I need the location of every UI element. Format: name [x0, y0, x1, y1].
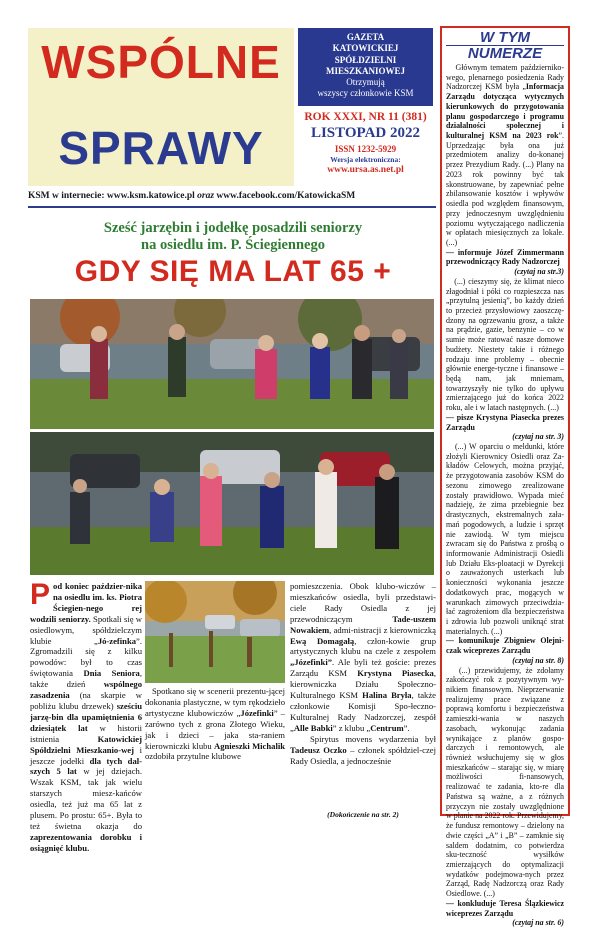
oraz-word: oraz — [197, 191, 215, 201]
sidebar-heading — [446, 30, 564, 61]
kicker-line: Sześć jarzębin i jodełkę posadzili seniorzy — [103, 220, 363, 236]
audience-line: Otrzymują — [346, 77, 385, 88]
masthead-logo — [28, 28, 294, 186]
kicker-line: na osiedlu im. P. Ściegiennego — [141, 237, 325, 253]
publisher-line: MIESZKANIOWEJ — [325, 65, 405, 76]
sidebar-heading-line: NUMERZE — [467, 45, 543, 62]
publisher-line: SPÓŁDZIELNI — [334, 54, 397, 65]
issue-info — [298, 110, 433, 186]
web-links — [28, 190, 438, 202]
masthead-title-1: WSPÓLNE — [41, 36, 281, 88]
article-col-2: Spotkano się w scenerii prezentu-jącej dokonania plastyczne, w tym rękodzieło artystyczne klubowiczów „Józefinki” – zarówno tych z grona Złotego Wieku, jak i dzieci – jaka sta-raniem kierowniczki klubu Agnieszki Michalik ozdobiła przytulne klubowe — [145, 686, 286, 762]
article-kicker — [28, 220, 438, 254]
facebook-link[interactable]: www.facebook.com/KatowickaSM — [216, 191, 356, 201]
masthead-publisher-box — [298, 28, 433, 106]
publisher-line: KATOWICKIEJ — [332, 43, 399, 54]
photo-group-planting — [30, 299, 434, 429]
electronic-url[interactable]: www.ursa.as.net.pl — [327, 165, 404, 175]
sidebar-text: Głównym tematem październiko-wego, plenarnego posiedzenia Rady Nadzorczej KSM była „Informacja Zarządu dotycząca wytycznych kierunkowych do przygotowania planu gospodarczego i programu działalności społecznej i kulturalnej KSM na 2023 rok”. Uprzedzając była ona już przedmiotem analizy do-konanej przez Prezydium Rady. (...) Plany na 2023 rok powinny być tak skonstruowane, by zapewniać pełne zbilansowanie kosztów i wpływów osiedla pod względem finansowym, przy jednoczesnym uwzględnieniu poziomu wytyczającego nadliczenia w opłatach miesięcznych za lokale. (...) — informuje Józef Zimmermann przewodniczący Rady Nadzorczej (czytaj na str.3) (...) cieszymy się, że klimat nieco złagodniał i póki co rozpieszcza nas „przytulną jesienią”, bo każdy dzień to przecież przysłowiowy zaoszczę-dzony na ogrzewaniu grosz, a także na prądzie, gazie, benzynie – co w sumie może ratować nasze domowe budżety. Niestety takie i różnego rodzaju inne problemy – obecnie głównie energe-tyczne i finansowe – będą nam, jak mniemam, towarzyszyły nie tylko do upływu zmierzającego już do końca 2022 roku, ale i w latach następnych. (...) — pisze Krystyna Piasecka prezes Zarządu (czytaj na str. 3) (...) W oparciu o meldunki, które złożyli Kierownicy Osiedli oraz Za-kładów Celowych, można przyjąć, że przygotowania zasobów KSM do sezonu zimowego zrealizowane zostały prawidłowo. Wypada mieć nadzieję, że zima przebiegnie bez drastycznych, ekstremalnych zała-mań pogodowych, a ludzie i sprzęt nie zawiodą. W tym miejscu zwracam się do Państwa z prośbą o informowanie Administracji Osiedli lub Działu Eks-ploatacji w Dyrekcji o zauważonych usterkach lub konieczności wykonania jeszcze dodatkowych prac, mogących w warunkach zimowych przeciwdzia-łać zagrożeniom dla bezpieczeństwa i zdrowia lub pozwoli uniknąć strat materialnych. (...) — komunikuje Zbigniew Olejni-czak wiceprezes Zarządu (czytaj na str. 8) (...) przewidujemy, że zdołamy zakończyć rok z pozytywnym wy-nikiem finansowym. Nieprzerwanie realizujemy prace związane z poprawą komfortu i bezpieczeństwa zamieszki-wania w naszych zasobach, wykonując zadania wynikające z planów gospo-darczych i remontowych, ale również wsłuchujemy się w głos mieszkańców – starając się, w miarę możliwości fi-nansowych, realizować te zadania, kto-re dla Państwa są ważne, a z różnych przyczyn nie zostały uwzględnione w planie na 2022 rok. Przewidujemy, że fundusz remontowy – dzielony na dwie części „A” i „B” – zamknie się saldem dodatnim, co potwierdza sku-teczność wysiłków zmierzających do optymalizacji wydatków podejmowa-nych przez Zarząd, Radę Nadzorczą oraz Rady Osiedlowe. (...) — konkluduje Teresa Ślązkiewicz wiceprezes Zarządu (czytaj na str. 6) — [446, 63, 564, 928]
issue-month: LISTOPAD 2022 — [310, 125, 421, 141]
publisher-line: GAZETA — [346, 32, 385, 42]
continuation-note: (Dokończenie na str. 2) — [327, 810, 399, 819]
masthead-title-2: SPRAWY — [58, 122, 264, 174]
photo-seniors-digging — [30, 432, 434, 575]
article-headline: GDY SIĘ MA LAT 65 + — [74, 255, 392, 288]
sidebar-in-this-issue — [440, 26, 570, 928]
issn: ISSN 1232-5929 — [334, 144, 397, 154]
issue-number: ROK XXXI, NR 11 (381) — [304, 111, 427, 123]
article-col-1: Pod koniec paździer-nika na osiedlu im. ks. Piotra Ściegien-nego rej wodzili seniorzy. Spotkali się w osiedlowym, spółdzielczym klubie „Jó-zefinka”. Zgromadzili się z kilku powodów: był to czas świętowania Dnia Seniora, także dzień wspólnego zasadzenia (na skarpie w pobliżu klubu drzewek) sześciu jarzę-bin dla upamiętnienia 6 dziesiątek lat w historii istnienia Katowickiej Spółdzielni Mieszkanio-wej i jeszcze jodełki dla tych dal-szych 5 lat w jej dziejach. Wszak KSM, tak jak wielu starszych miesz-kańców osiedla, też już ma 65 lat z plusem. Po prostu: 65+. Była to też świetna okazja do zaprezentowania dorobku i osiągnięć klubu. — [30, 578, 142, 853]
photo-planted-trees — [145, 581, 285, 683]
audience-line: wszyscy członkowie KSM — [317, 88, 414, 99]
electronic-label: Wersja elektroniczna: — [330, 155, 401, 164]
website-link[interactable]: KSM w internecie: www.ksm.katowice.pl — [28, 191, 195, 201]
article-col-3: pomieszczenia. Obok klubo-wiczów – mieszkańców osiedla, byli przedstawi-ciele Rady Osiedla z jej przewodniczącym Tade-uszem Nowakiem, admi-nistracji z kierowniczką Ewą Domagałą, człon-kowie grup artystycznych klubu na czele z zespołem „Józefinki”. Ale byli też goście: prezes Zarządu KSM Krystyna Piasecka, kierowniczka Działu Społeczno-Kulturalnego KSM Halina Bryła, także członkowie Komisji Spo-łeczno-Kulturalnej Rady Nadzorczej, zespół „Alle Babki” z klubu „Centrum”. Spirytus movens wydarzenia był Tadeusz Oczko – członek spółdziel-czej Rady Osiedla, a jednocześnie — [290, 581, 437, 766]
dropcap: P — [30, 578, 51, 611]
header-rule — [28, 206, 436, 208]
sidebar-heading-line: W TYM — [446, 30, 564, 46]
